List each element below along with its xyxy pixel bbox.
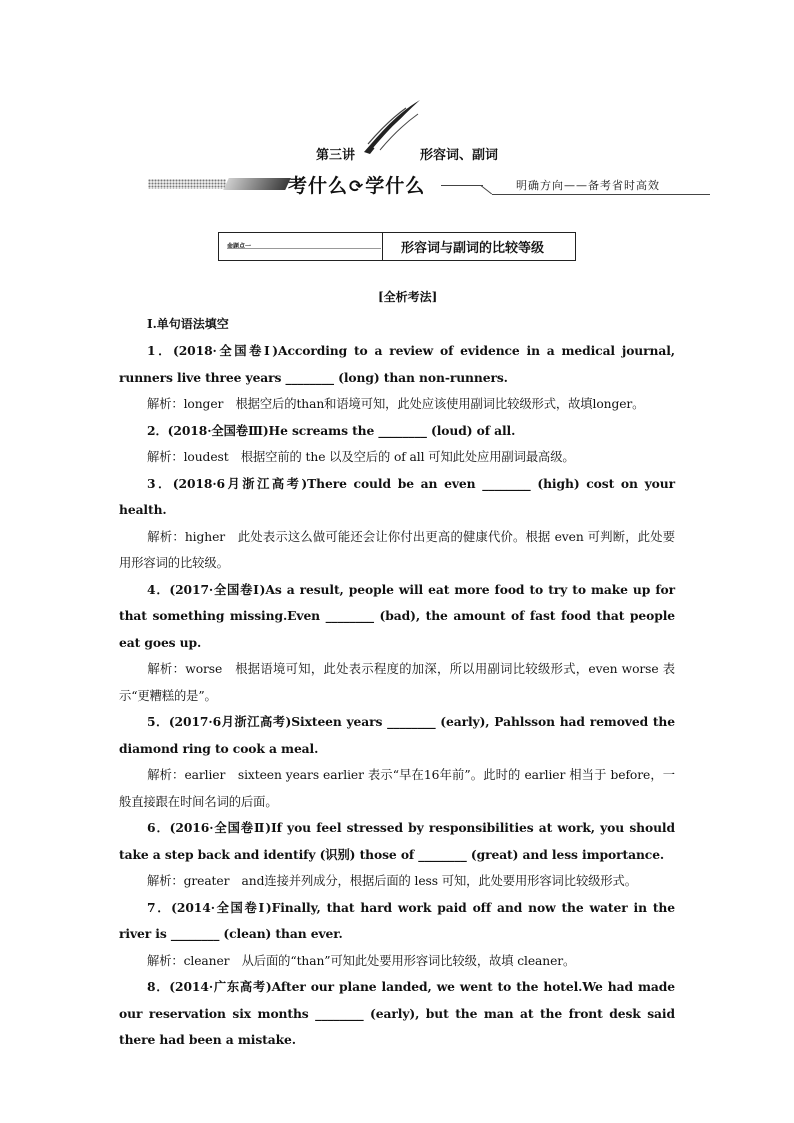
question-3	[119, 471, 675, 524]
banner-gradient-band	[223, 178, 291, 190]
answer-3	[119, 524, 675, 577]
answer-1	[119, 391, 675, 418]
answer-text: 解析：loudest 根据空前的 the 以及空后的 of all 可知此处应用副词最高级。	[147, 450, 575, 464]
banner-title-right: 学什么	[365, 175, 426, 197]
topic-title: 形容词与副词的比较等级	[401, 241, 545, 256]
lesson-number: 第三讲	[316, 148, 356, 163]
question-7	[119, 895, 675, 948]
question-4	[119, 577, 675, 657]
topic-tag: 命题点一	[227, 243, 252, 250]
banner-dotted-decoration	[148, 179, 226, 189]
banner-title	[288, 171, 425, 198]
answer-5	[119, 762, 675, 815]
question-text: 6．(2016·全国卷Ⅱ)If you feel stressed by responsibilities at work, you should take a step back and identify (识别) those of ________ (great) and less importance.	[119, 820, 675, 862]
section-banner	[148, 172, 710, 196]
answer-text: 解析：longer 根据空后的than和语境可知，此处应该使用副词比较级形式，故填longer。	[147, 397, 645, 411]
question-1	[119, 338, 675, 391]
banner-slash	[480, 185, 492, 194]
question-text: 7．(2014·全国卷Ⅰ)Finally, that hard work paid off and now the water in the river is ________ (clean) than ever.	[119, 899, 675, 941]
answer-text: 解析：earlier sixteen years earlier 表示“早在16年前”。此时的 earlier 相当于 before，一般直接跟在时间名词的后面。	[119, 768, 675, 809]
question-text: 8．(2014·广东高考)After our plane landed, we went to the hotel.We had made our reservation six months ________ (early), but the man at the front desk said there had been a mistake.	[119, 979, 675, 1047]
lesson-topic: 形容词、副词	[420, 148, 499, 163]
question-8	[119, 974, 675, 1054]
circular-arrow-icon: ⟳	[349, 177, 365, 197]
answer-text: 解析：cleaner 从后面的“than”可知此处要用形容词比较级，故填 cleaner。	[147, 953, 576, 968]
question-list	[119, 338, 675, 1054]
banner-underline	[492, 194, 710, 195]
question-text: 1．(2018·全国卷Ⅰ)According to a review of evidence in a medical journal, runners live three years ________ (long) than non-runners.	[119, 343, 675, 385]
banner-slogan: 明确方向——备考省时高效	[516, 179, 660, 192]
banner-rule	[441, 185, 483, 186]
topic-tag-rule	[227, 248, 381, 249]
question-2	[119, 418, 675, 445]
swoosh-logo-icon	[360, 98, 422, 156]
question-text: 5．(2017·6月浙江高考)Sixteen years ________ (early), Pahlsson had removed the diamond ring to cook a meal.	[119, 714, 675, 756]
question-text: 4．(2017·全国卷Ⅰ)As a result, people will eat more food to try to make up for that something missing.Even ________ (bad), the amount of fast food that people eat goes up.	[119, 581, 675, 650]
answer-text: 解析：higher 此处表示这么做可能还会让你付出更高的健康代价。根据 even 可判断，此处要用形容词的比较级。	[119, 529, 675, 570]
answer-7	[119, 948, 675, 975]
section-title: [全析考法]	[378, 290, 438, 304]
topic-box-divider	[382, 233, 383, 260]
banner-title-left: 考什么	[288, 175, 349, 197]
question-6	[119, 815, 675, 868]
question-text: 2．(2018·全国卷Ⅲ)He screams the ________ (loud) of all.	[147, 422, 516, 438]
part-title: Ⅰ.单句语法填空	[147, 317, 229, 331]
answer-6	[119, 868, 675, 895]
answer-text: 解析：greater and连接并列成分，根据后面的 less 可知，此处要用形容词比较级形式。	[147, 874, 637, 888]
question-text: 3．(2018·6月浙江高考)There could be an even ________ (high) cost on your health.	[119, 475, 675, 517]
answer-text: 解析：worse 根据语境可知，此处表示程度的加深，所以用副词比较级形式，even worse 表示“更糟糕的是”。	[119, 662, 675, 703]
answer-2	[119, 444, 675, 471]
question-5	[119, 709, 675, 762]
topic-box	[218, 232, 576, 261]
answer-4	[119, 656, 675, 709]
